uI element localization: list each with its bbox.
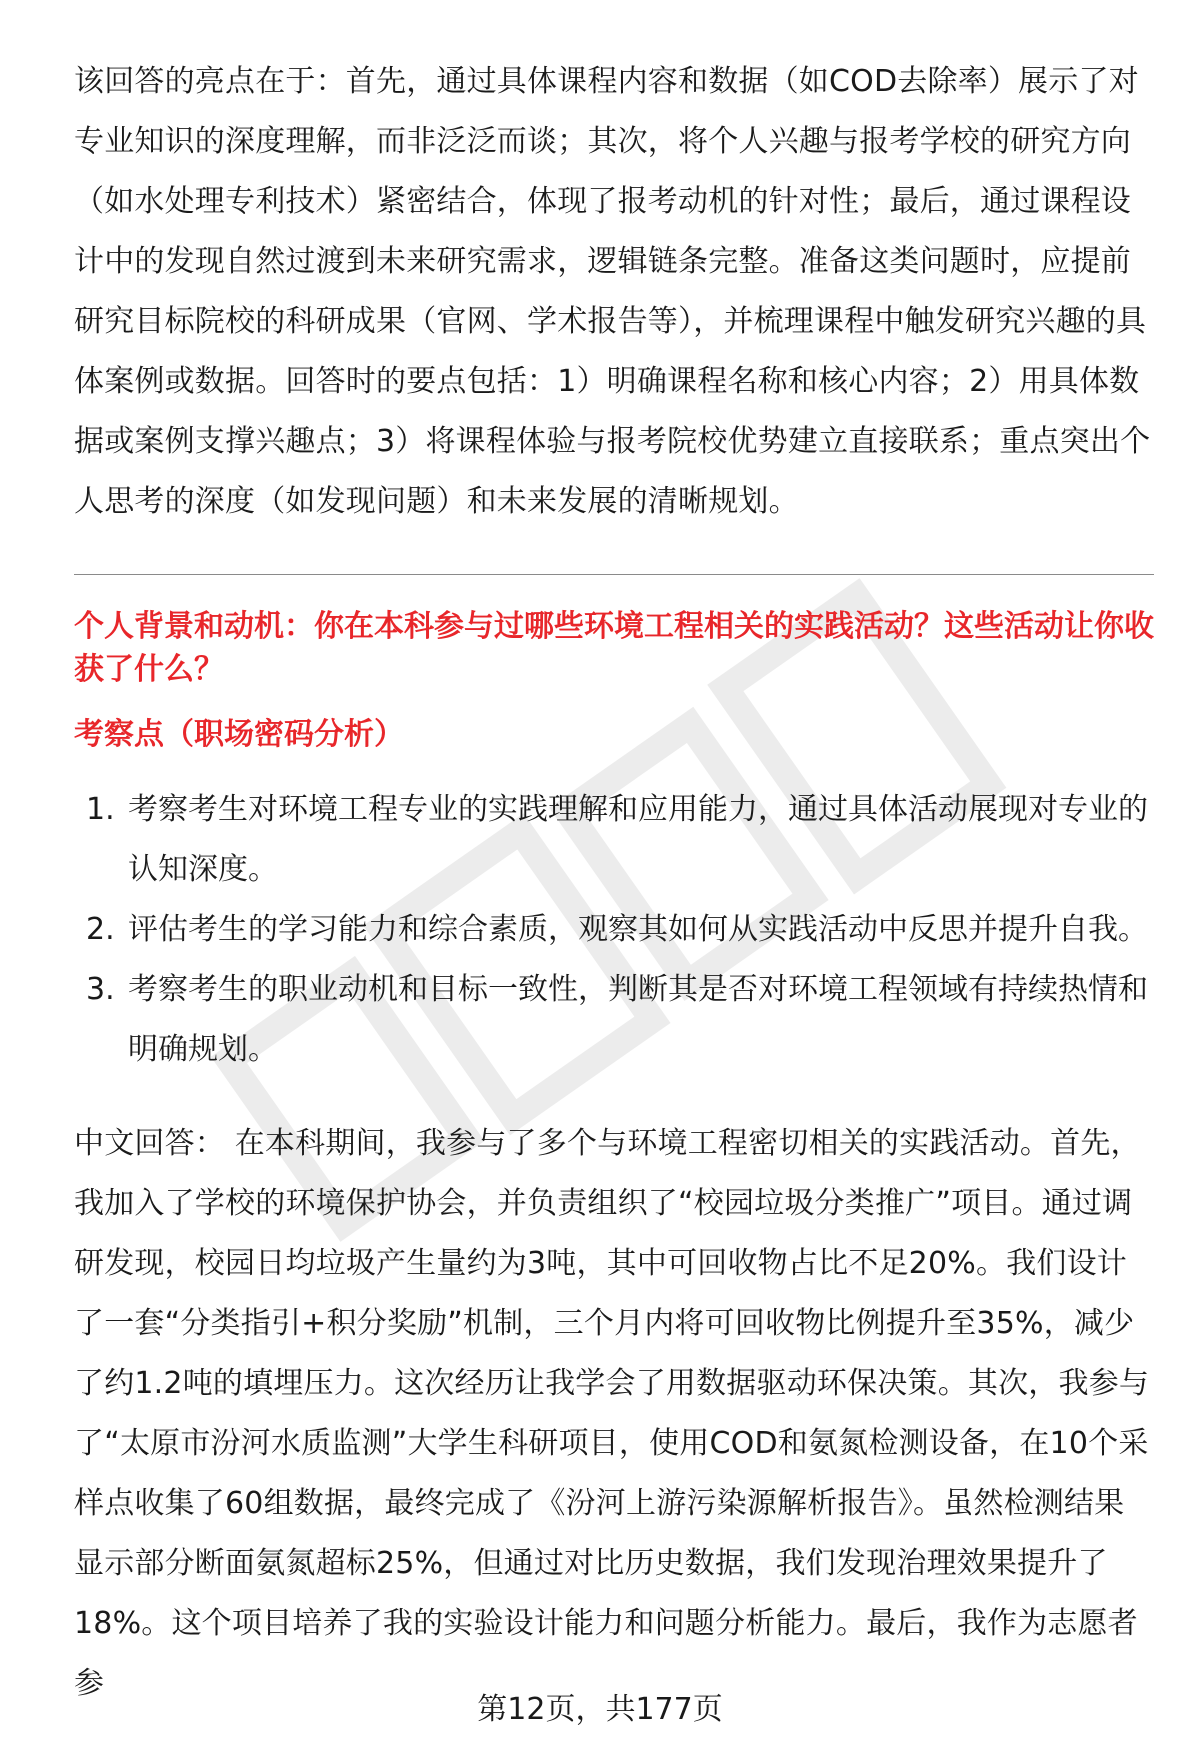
- list-item: [74, 900, 1154, 960]
- list-item: [74, 960, 1154, 1080]
- exam-points-list: [74, 780, 1154, 1080]
- list-item-text: 评估考生的学习能力和综合素质，观察其如何从实践活动中反思并提升自我。: [128, 912, 1148, 947]
- document-page: [74, 52, 1154, 1714]
- list-item-text: 考察考生的职业动机和目标一致性，判断其是否对环境工程领域有持续热情和明确规划。: [128, 972, 1148, 1067]
- list-item: [74, 780, 1154, 900]
- list-item-number: 2.: [86, 912, 115, 947]
- exam-points-heading: 考察点（职场密码分析）: [74, 717, 404, 752]
- page-number-footer: 第12页，共177页: [477, 1692, 723, 1727]
- list-item-text: 考察考生对环境工程专业的实践理解和应用能力，通过具体活动展现对专业的认知深度。: [128, 792, 1148, 887]
- question-heading: 个人背景和动机：你在本科参与过哪些环境工程相关的实践活动？这些活动让你收获了什么？: [74, 609, 1154, 687]
- list-item-number: 3.: [86, 972, 115, 1007]
- intro-paragraph: 该回答的亮点在于：首先，通过具体课程内容和数据（如COD去除率）展示了对专业知识的深度理解，而非泛泛而谈；其次，将个人兴趣与报考学校的研究方向（如水处理专利技术）紧密结合，体现了报考动机的针对性；最后，通过课程设计中的发现自然过渡到未来研究需求，逻辑链条完整。准备这类问题时，应提前研究目标院校的科研成果（官网、学术报告等），并梳理课程中触发研究兴趣的具体案例或数据。回答时的要点包括：1）明确课程名称和核心内容；2）用具体数据或案例支撑兴趣点；3）将课程体验与报考院校优势建立直接联系；重点突出个人思考的深度（如发现问题）和未来发展的清晰规划。: [74, 64, 1151, 519]
- list-item-number: 1.: [86, 792, 115, 827]
- section-divider: [74, 574, 1154, 575]
- answer-paragraph: 中文回答： 在本科期间，我参与了多个与环境工程密切相关的实践活动。首先，我加入了学校的环境保护协会，并负责组织了“校园垃圾分类推广”项目。通过调研发现，校园日均垃圾产生量约为3吨，其中可回收物占比不足20%。我们设计了一套“分类指引+积分奖励”机制，三个月内将可回收物比例提升至35%，减少了约1.2吨的填埋压力。这次经历让我学会了用数据驱动环保决策。其次，我参与了“太原市汾河水质监测”大学生科研项目，使用COD和氨氮检测设备，在10个采样点收集了60组数据，最终完成了《汾河上游污染源解析报告》。虽然检测结果显示部分断面氨氮超标25%，但通过对比历史数据，我们发现治理效果提升了18%。这个项目培养了我的实验设计能力和问题分析能力。最后，我作为志愿者参: [74, 1126, 1150, 1701]
